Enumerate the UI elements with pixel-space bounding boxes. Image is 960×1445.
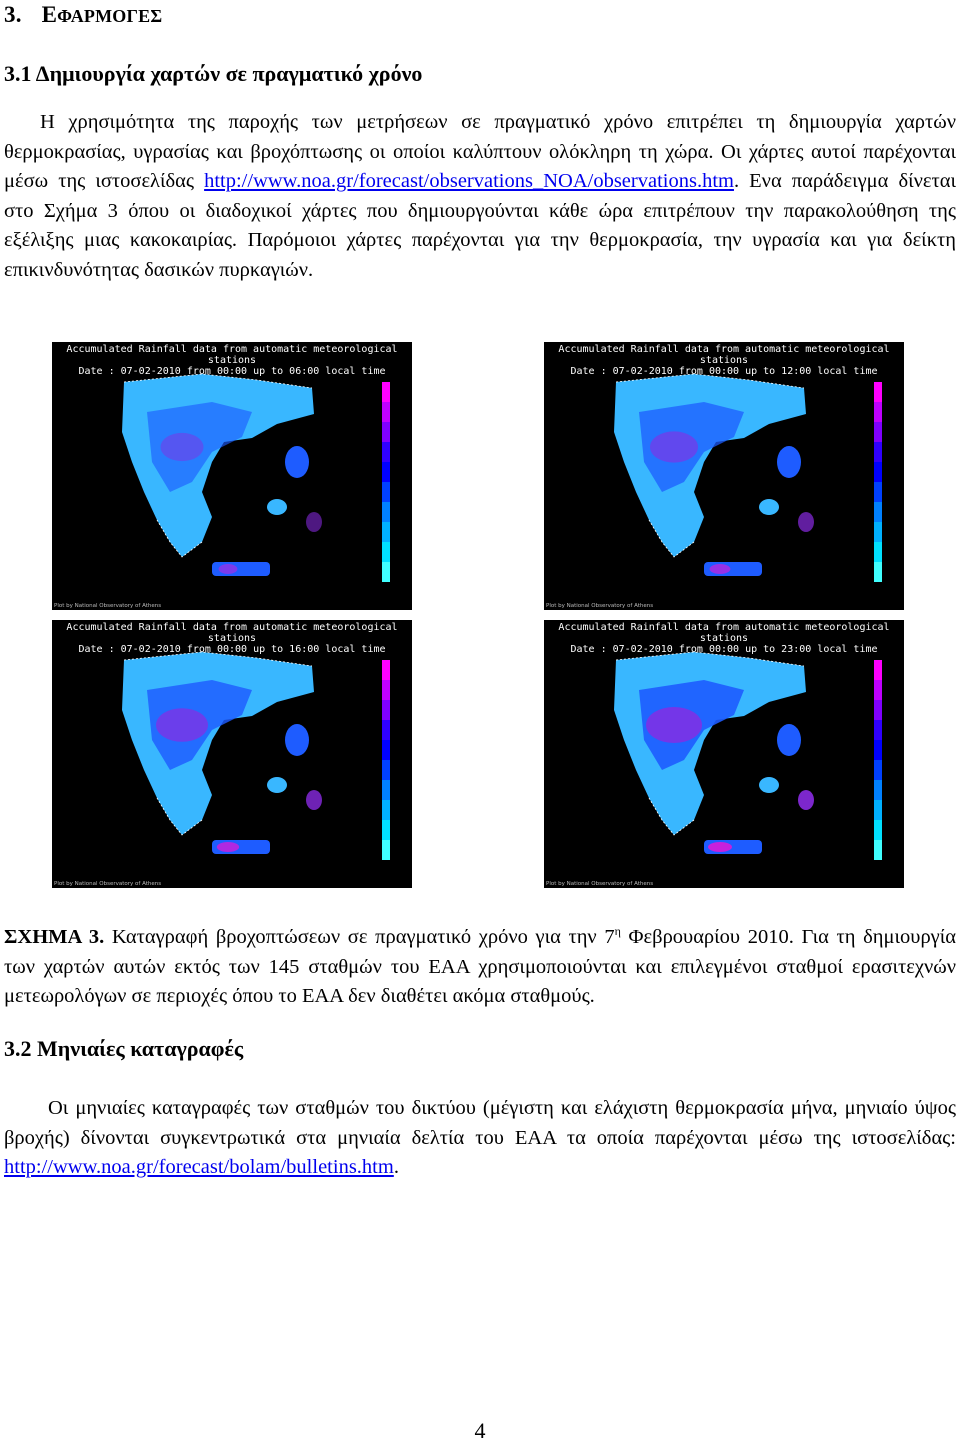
rainfall-map-panel: [544, 342, 904, 610]
greece-rainfall-map: [52, 620, 412, 888]
aegean-island-rain: [777, 446, 801, 478]
heavy-rain-cell: [161, 433, 204, 461]
paragraph-monthly: [4, 1094, 956, 1183]
map-title-line: Accumulated Rainfall data from automatic meteorological stations: [558, 622, 890, 644]
cyclades-rain: [759, 499, 779, 515]
page-number: 4: [474, 1418, 486, 1443]
colorbar-segment: [382, 382, 390, 402]
dodecanese-rain: [306, 512, 322, 532]
caption-label: ΣΧΗΜΑ 3.: [4, 926, 105, 948]
greece-rainfall-map: [544, 342, 904, 610]
map-footer: Plot by National Observatory of Athens: [54, 881, 162, 887]
colorbar-segment: [382, 522, 390, 542]
map-title-line: Date : 07-02-2010 from 00:00 up to 16:00 local time: [78, 644, 386, 655]
colorbar-segment: [874, 720, 882, 740]
mainland-rain-area: [614, 374, 806, 557]
rainfall-map-panel: [544, 620, 904, 888]
paragraph-text: .: [393, 1156, 399, 1178]
map-title-line: Accumulated Rainfall data from automatic meteorological stations: [66, 344, 398, 366]
colorbar-segment: [874, 542, 882, 562]
map-title: [544, 622, 904, 655]
map-footer: Plot by National Observatory of Athens: [546, 881, 654, 887]
colorbar-segment: [382, 562, 390, 582]
colorbar-segment: [382, 402, 390, 422]
greece-rainfall-map: [544, 620, 904, 888]
colorbar-segment: [382, 482, 390, 502]
map-footer: Plot by National Observatory of Athens: [546, 603, 654, 609]
colorbar-segment: [874, 422, 882, 442]
map-title-line: Accumulated Rainfall data from automatic meteorological stations: [66, 622, 398, 644]
colorbar-segment: [382, 820, 390, 840]
colorbar-segment: [874, 660, 882, 680]
rainfall-map-panel: [52, 620, 412, 888]
aegean-island-rain: [285, 724, 309, 756]
map-title: [52, 622, 412, 655]
colorbar-segment: [382, 442, 390, 462]
subsection-number: 3.2: [4, 1036, 32, 1061]
colorbar-segment: [382, 700, 390, 720]
heavy-rain-cell: [646, 707, 702, 743]
section-heading: [4, 2, 162, 28]
colorbar-segment: [382, 660, 390, 680]
colorbar-segment: [874, 760, 882, 780]
colorbar-segment: [874, 800, 882, 820]
cyclades-rain: [267, 777, 287, 793]
colorbar-segment: [382, 462, 390, 482]
figure-caption: [4, 923, 956, 1012]
dodecanese-rain: [798, 790, 814, 810]
colorbar-segment: [382, 502, 390, 522]
dodecanese-rain: [798, 512, 814, 532]
caption-superscript: η: [614, 924, 621, 939]
map-title: [52, 344, 412, 377]
rainfall-map-panel: [52, 342, 412, 610]
mainland-rain-area: [122, 374, 314, 557]
rainfall-maps-figure: [52, 342, 908, 894]
paragraph-text: Οι μηνιαίες καταγραφές των σταθμών του δικτύου (μέγιστη και ελάχιστη θερμοκρασία μήνα, μηνιαίο ύψος βροχής) δίνονται συγκεντρωτικά στα μηνιαία δελτία του ΕΑΑ τα οποία παρέχονται μέσω της ιστοσελίδας:: [4, 1097, 956, 1149]
colorbar-segment: [874, 700, 882, 720]
mainland-rain-area: [122, 652, 314, 835]
mainland-rain-area: [614, 652, 806, 835]
map-title-line: Date : 07-02-2010 from 00:00 up to 12:00 local time: [570, 366, 878, 377]
colorbar-segment: [382, 542, 390, 562]
heavy-rain-cell: [156, 708, 208, 742]
colorbar-segment: [874, 402, 882, 422]
colorbar-segment: [382, 680, 390, 700]
greece-rainfall-map: [52, 342, 412, 610]
section-title-initial: Ε: [41, 2, 58, 27]
colorbar-segment: [874, 840, 882, 860]
colorbar-segment: [874, 442, 882, 462]
colorbar-segment: [382, 800, 390, 820]
subsection-number: 3.1: [4, 61, 32, 86]
bulletins-link[interactable]: http://www.noa.gr/forecast/bolam/bulletins.htm: [4, 1156, 394, 1178]
colorbar-segment: [874, 382, 882, 402]
paragraph-text: . Ενα παράδειγμα δίνεται στο Σχήμα 3 όπου οι διαδοχικοί χάρτες που δημιουργούνται κάθε ώρα επιτρέπουν την παρακολούθηση της εξέλιξης μιας κακοκαιρίας. Παρόμοιοι χάρτες παρέχονται για την θερμοκρασία, την υγρασία και για δείκτη επικινδυνότητας δασικών πυρκαγιών.: [4, 170, 956, 281]
colorbar-segment: [874, 502, 882, 522]
map-title-line: Accumulated Rainfall data from automatic meteorological stations: [558, 344, 890, 366]
subsection-title: Δημιουργία χαρτών σε πραγματικό χρόνο: [35, 61, 423, 86]
colorbar-segment: [382, 720, 390, 740]
aegean-island-rain: [777, 724, 801, 756]
colorbar-segment: [874, 462, 882, 482]
crete-heavy-rain: [710, 564, 731, 574]
colorbar-segment: [382, 740, 390, 760]
observations-link[interactable]: http://www.noa.gr/forecast/observations_NOA/observations.htm: [204, 170, 734, 192]
colorbar-segment: [874, 482, 882, 502]
map-title-line: Date : 07-02-2010 from 00:00 up to 23:00 local time: [570, 644, 878, 655]
colorbar-segment: [382, 780, 390, 800]
crete-heavy-rain: [708, 842, 732, 852]
map-title: [544, 344, 904, 377]
map-footer: Plot by National Observatory of Athens: [54, 603, 162, 609]
subsection-heading-3-1: [4, 61, 422, 87]
colorbar-segment: [874, 740, 882, 760]
cyclades-rain: [267, 499, 287, 515]
crete-heavy-rain: [219, 564, 238, 574]
map-title-line: Date : 07-02-2010 from 00:00 up to 06:00 local time: [78, 366, 386, 377]
colorbar-segment: [874, 820, 882, 840]
subsection-title: Μηνιαίες καταγραφές: [37, 1036, 244, 1061]
crete-heavy-rain: [217, 842, 239, 852]
colorbar-segment: [382, 840, 390, 860]
colorbar-segment: [874, 780, 882, 800]
aegean-island-rain: [285, 446, 309, 478]
heavy-rain-cell: [650, 431, 698, 462]
paragraph-text: Η χρησιμότητα της παροχής των μετρήσεων σε πραγματικό χρόνο επιτρέπει τη δημιουργία χαρτών θερμοκρασίας, υγρασίας και βροχόπτωσης οι οποίοι καλύπτουν ολόκληρη τη χώρα. Οι χάρτες αυτοί παρέχονται μέσω της ιστοσελίδας: [4, 111, 956, 192]
section-number: 3.: [4, 2, 22, 27]
colorbar-segment: [874, 680, 882, 700]
colorbar-segment: [382, 760, 390, 780]
colorbar-segment: [874, 562, 882, 582]
dodecanese-rain: [306, 790, 322, 810]
section-title-rest: ΦΑΡΜΟΓΕΣ: [57, 6, 163, 26]
caption-text: Φεβρουαρίου 2010. Για τη δημιουργία των χαρτών αυτών εκτός των 145 σταθμών του ΕΑΑ χρησιμοποιούνται και επιλεγμένοι σταθμοί ερασιτεχνών μετεωρολόγων σε περιοχές όπου το ΕΑΑ δεν διαθέτει ακόμα σταθμούς.: [4, 926, 956, 1007]
paragraph-intro: [4, 108, 956, 285]
colorbar-segment: [874, 522, 882, 542]
caption-text: Καταγραφή βροχοπτώσεων σε πραγματικό χρόνο για την 7: [104, 926, 615, 948]
subsection-heading-3-2: [4, 1036, 243, 1062]
cyclades-rain: [759, 777, 779, 793]
colorbar-segment: [382, 422, 390, 442]
